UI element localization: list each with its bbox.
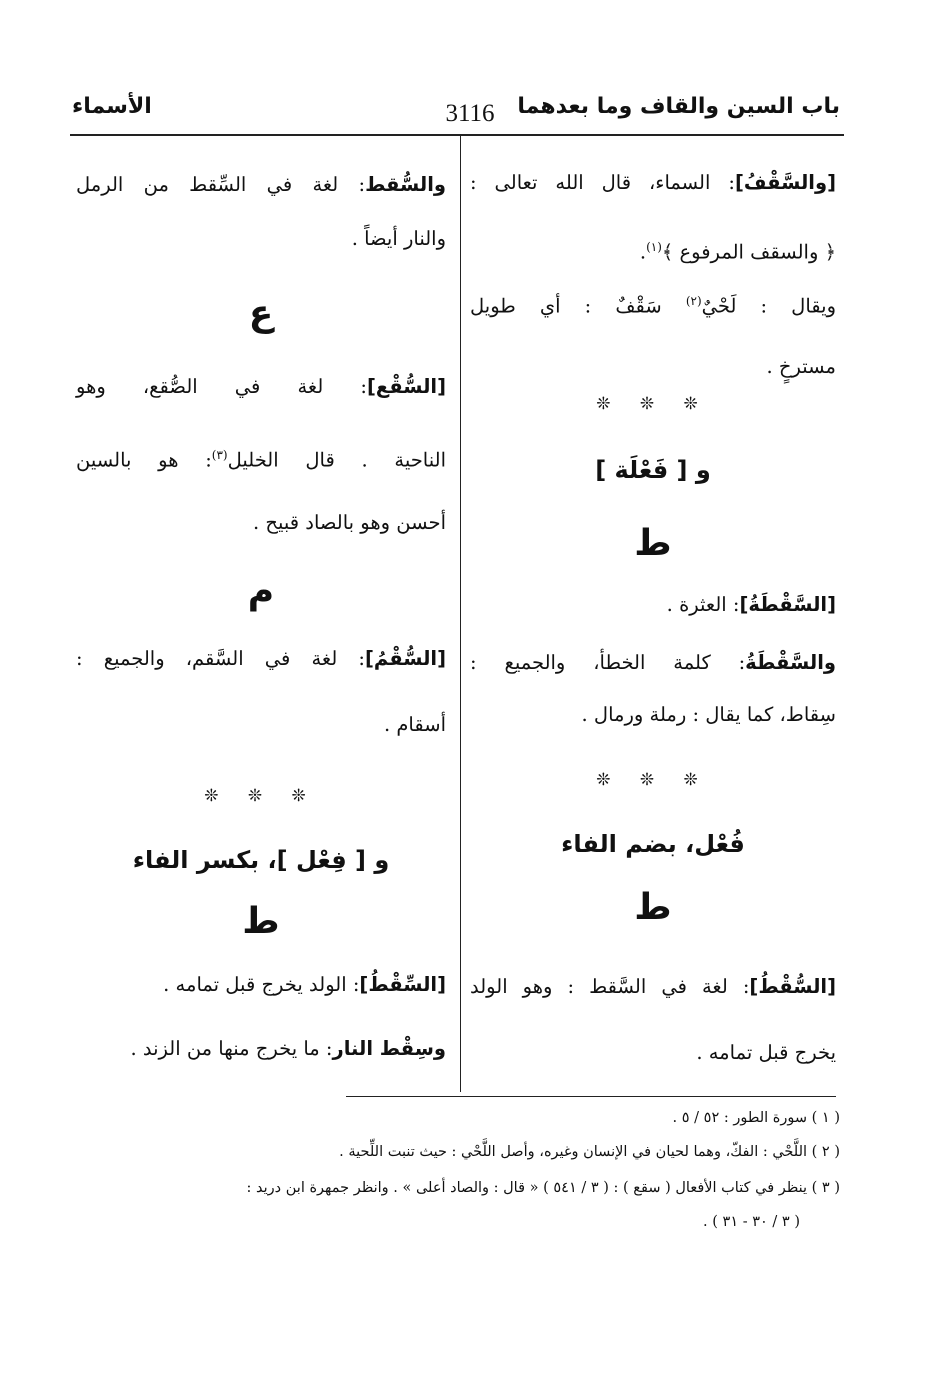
footnote-3: ( ٣ ) ينظر في كتاب الأفعال ( سقع ) : ( ٣ / ٥٤١ ) « قال : والصاد أعلى » . وانظر جمهرة ابن دريد : [246,1180,840,1196]
letter-heading: ط [634,887,672,928]
entry-line: [السِّقْطُ]: الولد يخرج قبل تمامه . [163,973,446,996]
section-heading: و [ فِعْل ]، بكسر الفاء [132,846,390,874]
column-divider [460,136,461,1092]
footnote-2: ( ٢ ) اللَّحْي : الفكّ، وهما لحيان في الإنسان وغيره، وأصل اللَّحْي : حيث تنبت اللِّحية . [339,1144,840,1160]
running-header-chapter: باب السين والقاف وما بعدهما [517,94,840,119]
letter-heading: ط [242,901,280,942]
footnote-1: ( ١ ) سورة الطور : ٥٢ / ٥ . [672,1110,840,1126]
entry-line: [السُّقْع]: لغة في الصُّقع، وهو [76,375,446,398]
footnote-rule [346,1096,836,1097]
entry-line: والسُّقط: لغة في السِّقط من الرمل [76,173,446,196]
footnote-3-continued: ( ٣ / ٣٠ - ٣١ ) . [703,1214,800,1230]
entry-line: والسَّقْطَةُ: كلمة الخطأ، والجميع : [470,651,836,674]
entry-headword: والسَّقْطَةُ [745,651,836,674]
footnote-ref: (١) [646,240,662,254]
entry-suqt-sand [76,170,446,254]
section-heading: و [ فَعْلَة ] [595,456,711,484]
entry-suq [76,372,446,538]
entry-headword: [السَّقْطَةُ] [739,593,836,616]
letter-heading: م [247,571,275,612]
entry-suqt [470,972,836,1068]
entry-line: [والسَّقْفُ]: السماء، قال الله تعالى : [470,171,836,194]
running-header-section: الأسماء [72,94,152,119]
entry-headword: [السُّقْطُ] [749,975,836,998]
entry-headword: [السُّقْمُ] [365,647,446,670]
entry-line: سِقاط، كما يقال : رملة ورمال . [581,703,836,726]
entry-suqm [76,644,446,740]
section-separator: ❊ ❊ ❊ [596,394,710,414]
entry-line: والنار أيضاً . [351,227,446,250]
entry-line: [السُّقْطُ]: لغة في السَّقط : وهو الولد [470,975,836,998]
section-separator: ❊ ❊ ❊ [596,770,710,790]
entry-siqt [76,970,446,1000]
section-heading: فُعْل، بضم الفاء [561,830,745,858]
entry-line: أسقام . [383,713,446,736]
entry-saqta [470,590,836,620]
entry-siqt-nar [76,1034,446,1064]
entry-line: [السَّقْطَةُ]: العثرة . [666,593,836,616]
entry-line: مسترخٍ . [766,355,836,378]
entry-line: وسِقْط النار: ما يخرج منها من الزند . [130,1037,446,1060]
footnote-ref: (٢) [685,294,702,308]
entry-line: يخرج قبل تمامه . [696,1041,836,1064]
entry-saqta-2 [470,648,836,730]
entry-headword: [السُّقْع] [366,375,446,398]
entry-headword: والسُّقط [365,173,446,196]
entry-line: ويقال : لَحْيٌ$^{(٢)}$ سَقْفٌ : أي طويل [470,294,836,318]
entry-line: أحسن وهو بالصاد قبيح . [252,511,446,534]
quran-quote: ﴿ والسقف المرفوع ﴾$^{(١)}$. [639,240,836,264]
footnote-ref: (٣) [211,448,228,462]
entry-line: الناحية . قال الخليل$^{(٣)}$: هو بالسين [76,448,446,472]
letter-heading: ع [248,293,274,334]
header-rule [70,134,844,136]
page-number: 3116 [445,100,495,127]
section-separator: ❊ ❊ ❊ [204,786,318,806]
entry-line: [السُّقْمُ]: لغة في السَّقم، والجميع : [76,647,446,670]
letter-heading: ط [634,523,672,564]
entry-headword: وسِقْط النار [332,1037,446,1060]
entry-headword: [السِّقْطُ] [359,973,446,996]
entry-headword: [والسَّقْفُ] [734,171,836,194]
entry-saqf [470,168,836,382]
